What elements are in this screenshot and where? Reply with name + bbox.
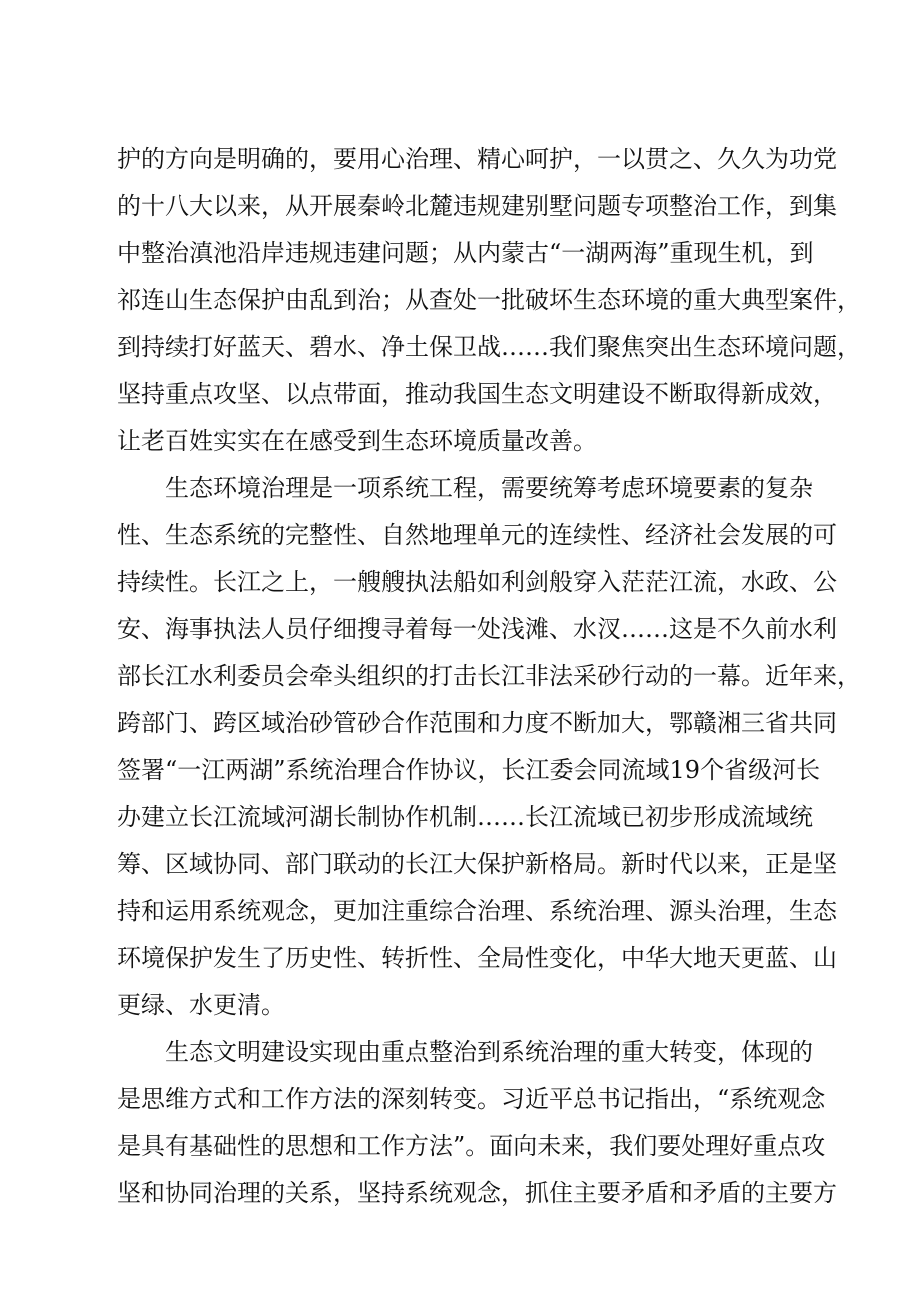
paragraph-3 xyxy=(117,1029,837,1217)
text-line: 更绿、水更清。 xyxy=(117,991,285,1019)
text-line: 祁连山生态保护由乱到治；从查处一批破坏生态环境的重大典型案件， xyxy=(117,286,861,314)
text-line: 环境保护发生了历史性、转折性、全局性变化，中华大地天更蓝、山 xyxy=(117,944,837,972)
text-line: 安、海事执法人员仔细搜寻着每一处浅滩、水汊……这是不久前水利 xyxy=(117,615,837,643)
text-line: 办建立长江流域河湖长制协作机制……长江流域已初步形成流域统 xyxy=(117,803,813,831)
text-line: 中整治滇池沿岸违规违建问题；从内蒙古“一湖两海”重现生机，到 xyxy=(117,239,814,267)
text-line: 性、生态系统的完整性、自然地理单元的连续性、经济社会发展的可 xyxy=(117,521,837,549)
text-line: 坚和协同治理的关系，坚持系统观念，抓住主要矛盾和矛盾的主要方 xyxy=(117,1179,837,1207)
document-body xyxy=(117,136,861,1217)
text-line: 持和运用系统观念，更加注重综合治理、系统治理、源头治理，生态 xyxy=(117,897,837,925)
text-line: 生态环境治理是一项系统工程，需要统筹考虑环境要素的复杂 xyxy=(165,474,813,502)
text-line: 到持续打好蓝天、碧水、净土保卫战……我们聚焦突出生态环境问题， xyxy=(117,333,861,361)
text-line: 的十八大以来，从开展秦岭北麓违规建别墅问题专项整治工作，到集 xyxy=(117,192,837,220)
text-line: 护的方向是明确的，要用心治理、精心呵护，一以贯之、久久为功党 xyxy=(117,145,837,173)
text-line: 持续性。长江之上，一艘艘执法船如利剑般穿入茫茫江流，水政、公 xyxy=(117,568,837,596)
text-line: 签署“一江两湖”系统治理合作协议，长江委会同流域19个省级河长 xyxy=(117,756,821,784)
text-line: 是具有基础性的思想和工作方法”。面向未来，我们要处理好重点攻 xyxy=(117,1132,826,1160)
text-line: 筹、区域协同、部门联动的长江大保护新格局。新时代以来，正是坚 xyxy=(117,850,837,878)
text-line: 让老百姓实实在在感受到生态环境质量改善。 xyxy=(117,427,597,455)
paragraph-2 xyxy=(117,465,861,1029)
text-line: 坚持重点攻坚、以点带面，推动我国生态文明建设不断取得新成效， xyxy=(117,380,837,408)
text-line: 是思维方式和工作方法的深刻转变。习近平总书记指出，“系统观念 xyxy=(117,1085,826,1113)
paragraph-1 xyxy=(117,136,861,465)
text-line: 跨部门、跨区域治砂管砂合作范围和力度不断加大，鄂赣湘三省共同 xyxy=(117,709,837,737)
text-line: 部长江水利委员会牵头组织的打击长江非法采砂行动的一幕。近年来， xyxy=(117,662,861,690)
text-line: 生态文明建设实现由重点整治到系统治理的重大转变，体现的 xyxy=(165,1038,813,1066)
